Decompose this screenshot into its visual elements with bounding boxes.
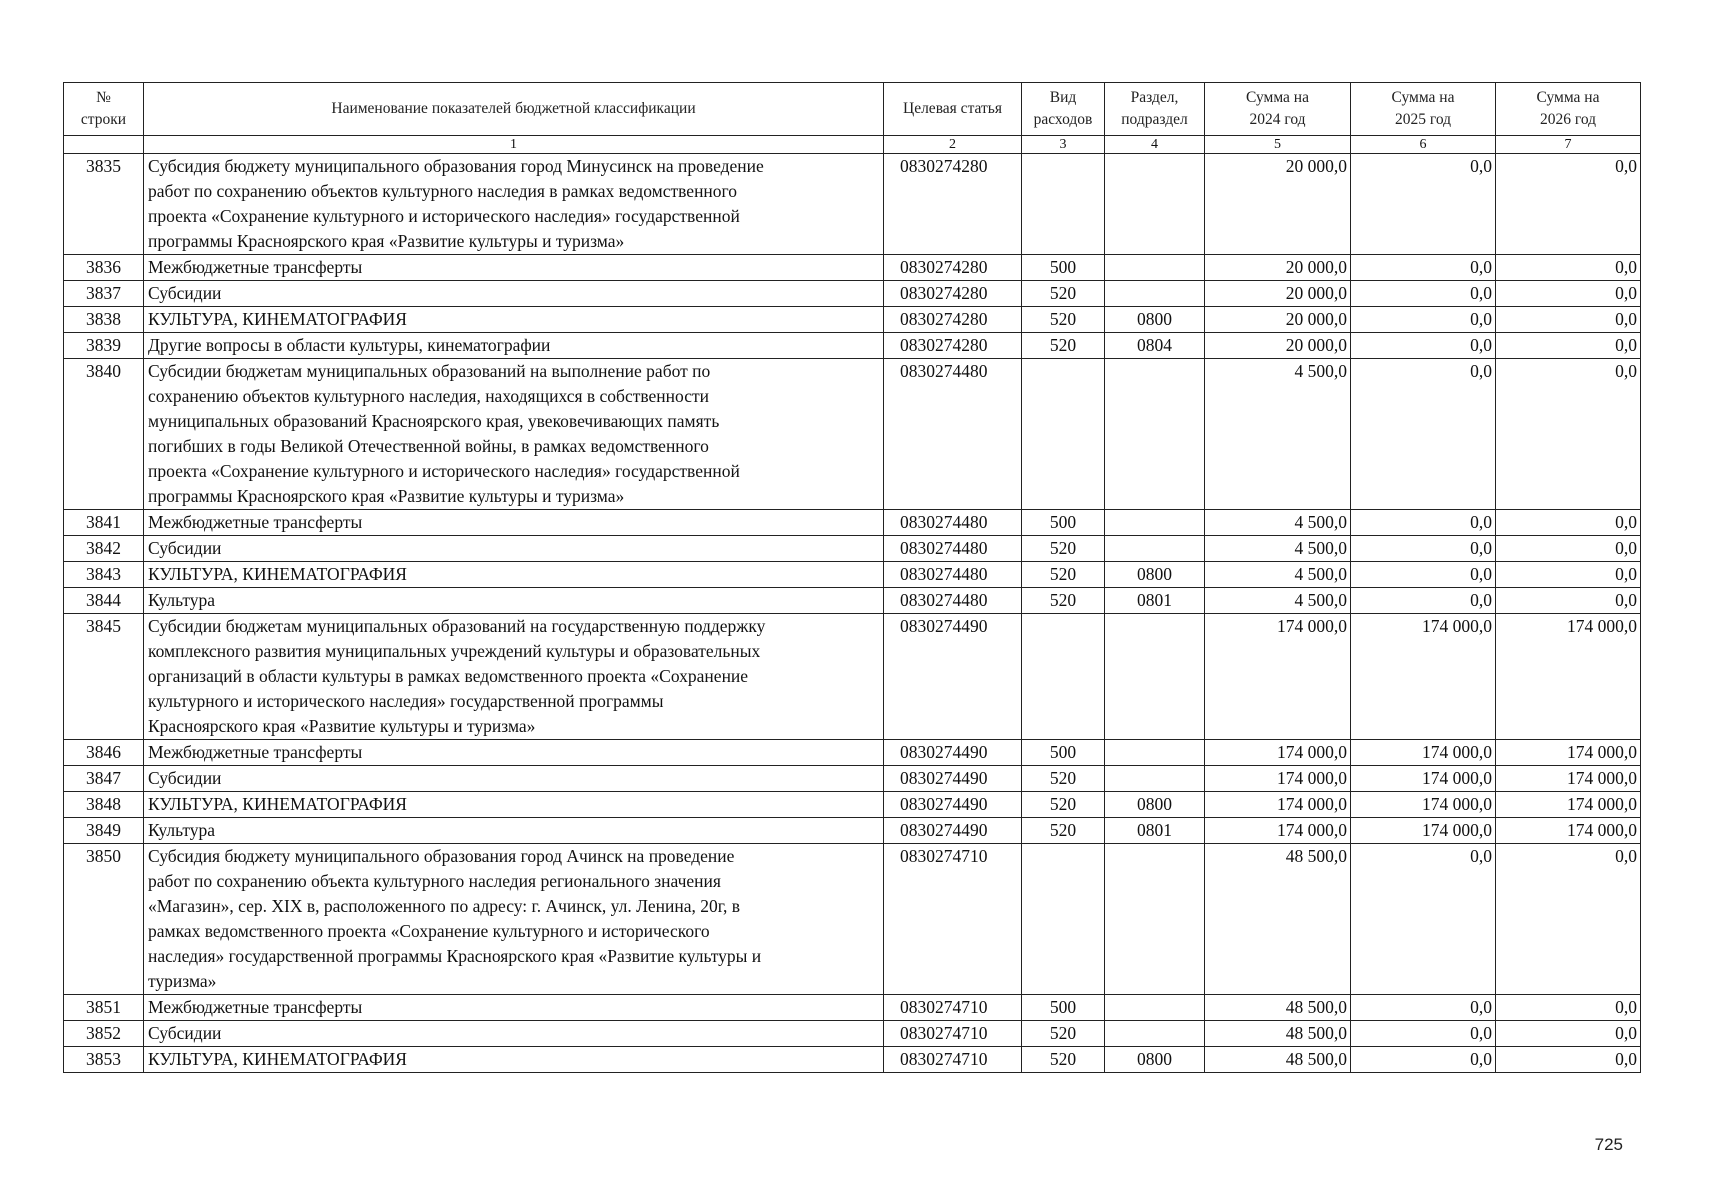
cell-row-no: 3848 [64,792,144,818]
cell-target: 0830274710 [884,844,1022,995]
cell-target: 0830274480 [884,588,1022,614]
cell-sum-2026: 0,0 [1496,1021,1641,1047]
cell-sum-2026: 0,0 [1496,1047,1641,1073]
cell-section: 0801 [1105,588,1205,614]
cell-section [1105,154,1205,255]
cell-row-no: 3849 [64,818,144,844]
cell-target: 0830274280 [884,281,1022,307]
table-row [64,995,1641,1021]
cell-expense-type: 500 [1022,255,1105,281]
cell-target: 0830274490 [884,614,1022,740]
cell-sum-2025: 0,0 [1351,844,1496,995]
table-row [64,1047,1641,1073]
cell-sum-2026: 0,0 [1496,844,1641,995]
cell-target: 0830274490 [884,740,1022,766]
cell-sum-2025: 0,0 [1351,255,1496,281]
cell-section: 0800 [1105,792,1205,818]
cell-expense-type: 520 [1022,1047,1105,1073]
cell-section [1105,740,1205,766]
cell-name: Субсидии бюджетам муниципальных образований на государственную поддержку комплексного развития муниципальных учреждений культуры и образовательных организаций в области культуры в рамках ведомственного проекта «Сохранение культурного и исторического наследия» государственной программы Красноярского края «Развитие культуры и туризма» [144,614,884,740]
header-expense-type: Вид расходов [1022,83,1105,136]
cell-section [1105,536,1205,562]
cell-expense-type [1022,614,1105,740]
cell-sum-2026: 174 000,0 [1496,766,1641,792]
cell-target: 0830274490 [884,792,1022,818]
cell-row-no: 3842 [64,536,144,562]
cell-sum-2026: 0,0 [1496,995,1641,1021]
cell-row-no: 3843 [64,562,144,588]
cell-sum-2024: 174 000,0 [1205,818,1351,844]
budget-table-container [63,82,1640,1073]
header-section: Раздел, подраздел [1105,83,1205,136]
cell-row-no: 3838 [64,307,144,333]
cell-name: Межбюджетные трансферты [144,510,884,536]
cell-section [1105,281,1205,307]
cell-target: 0830274280 [884,154,1022,255]
cell-sum-2025: 0,0 [1351,536,1496,562]
cell-name: Другие вопросы в области культуры, кинематографии [144,333,884,359]
table-row [64,792,1641,818]
cell-section: 0800 [1105,307,1205,333]
cell-expense-type: 520 [1022,818,1105,844]
cell-expense-type: 520 [1022,333,1105,359]
cell-target: 0830274490 [884,818,1022,844]
cell-name: Межбюджетные трансферты [144,740,884,766]
column-index: 6 [1351,136,1496,154]
cell-sum-2024: 174 000,0 [1205,740,1351,766]
cell-name: Субсидии [144,536,884,562]
cell-expense-type: 520 [1022,536,1105,562]
cell-target: 0830274480 [884,536,1022,562]
cell-name: Субсидии бюджетам муниципальных образований на выполнение работ по сохранению объектов культурного наследия, находящихся в собственности муниципальных образований Красноярского края, увековечивающих память погибших в годы Великой Отечественной войны, в рамках ведомственного проекта «Сохранение культурного и исторического наследия» государственной программы Красноярского края «Развитие культуры и туризма» [144,359,884,510]
table-row [64,154,1641,255]
cell-sum-2025: 0,0 [1351,281,1496,307]
column-index: 5 [1205,136,1351,154]
cell-row-no: 3851 [64,995,144,1021]
cell-name: Культура [144,818,884,844]
cell-expense-type [1022,154,1105,255]
header-sum-2024: Сумма на 2024 год [1205,83,1351,136]
cell-row-no: 3835 [64,154,144,255]
cell-sum-2026: 0,0 [1496,281,1641,307]
cell-section [1105,995,1205,1021]
cell-expense-type [1022,359,1105,510]
cell-section [1105,510,1205,536]
cell-sum-2026: 0,0 [1496,359,1641,510]
column-index: 4 [1105,136,1205,154]
cell-sum-2026: 174 000,0 [1496,818,1641,844]
cell-sum-2025: 0,0 [1351,1047,1496,1073]
cell-sum-2025: 0,0 [1351,1021,1496,1047]
cell-target: 0830274280 [884,255,1022,281]
table-row [64,281,1641,307]
table-row [64,614,1641,740]
cell-expense-type: 520 [1022,307,1105,333]
cell-sum-2026: 0,0 [1496,333,1641,359]
cell-sum-2024: 20 000,0 [1205,281,1351,307]
cell-sum-2026: 0,0 [1496,536,1641,562]
table-row [64,333,1641,359]
cell-target: 0830274280 [884,307,1022,333]
page-number: 725 [1594,1135,1623,1154]
cell-row-no: 3850 [64,844,144,995]
cell-sum-2025: 0,0 [1351,510,1496,536]
cell-expense-type: 520 [1022,281,1105,307]
cell-name: КУЛЬТУРА, КИНЕМАТОГРАФИЯ [144,307,884,333]
header-sum-2025: Сумма на 2025 год [1351,83,1496,136]
cell-sum-2025: 0,0 [1351,154,1496,255]
column-index: 3 [1022,136,1105,154]
table-row [64,740,1641,766]
cell-sum-2024: 20 000,0 [1205,307,1351,333]
cell-sum-2024: 4 500,0 [1205,588,1351,614]
cell-section [1105,359,1205,510]
cell-sum-2026: 0,0 [1496,562,1641,588]
cell-sum-2025: 174 000,0 [1351,766,1496,792]
cell-name: КУЛЬТУРА, КИНЕМАТОГРАФИЯ [144,562,884,588]
cell-expense-type: 520 [1022,792,1105,818]
cell-target: 0830274280 [884,333,1022,359]
table-row [64,588,1641,614]
cell-expense-type: 500 [1022,740,1105,766]
cell-section [1105,766,1205,792]
cell-expense-type: 500 [1022,510,1105,536]
table-row [64,359,1641,510]
cell-expense-type: 500 [1022,995,1105,1021]
header-target: Целевая статья [884,83,1022,136]
table-row [64,562,1641,588]
column-index [64,136,144,154]
header-sum-2026: Сумма на 2026 год [1496,83,1641,136]
cell-name: Субсидии [144,1021,884,1047]
cell-row-no: 3847 [64,766,144,792]
header-row-no: № строки [64,83,144,136]
cell-sum-2024: 48 500,0 [1205,844,1351,995]
cell-sum-2025: 0,0 [1351,588,1496,614]
cell-expense-type: 520 [1022,766,1105,792]
cell-sum-2026: 0,0 [1496,510,1641,536]
column-index: 2 [884,136,1022,154]
cell-row-no: 3837 [64,281,144,307]
table-row [64,1021,1641,1047]
cell-sum-2024: 4 500,0 [1205,562,1351,588]
table-row [64,536,1641,562]
cell-row-no: 3845 [64,614,144,740]
cell-section [1105,844,1205,995]
cell-sum-2024: 174 000,0 [1205,614,1351,740]
cell-sum-2024: 20 000,0 [1205,154,1351,255]
cell-sum-2025: 0,0 [1351,333,1496,359]
header-name: Наименование показателей бюджетной классификации [144,83,884,136]
cell-sum-2026: 0,0 [1496,588,1641,614]
cell-sum-2024: 174 000,0 [1205,766,1351,792]
cell-row-no: 3839 [64,333,144,359]
cell-name: Субсидии [144,281,884,307]
cell-sum-2025: 174 000,0 [1351,818,1496,844]
cell-sum-2025: 174 000,0 [1351,614,1496,740]
cell-sum-2025: 0,0 [1351,995,1496,1021]
cell-name: Культура [144,588,884,614]
cell-sum-2026: 0,0 [1496,255,1641,281]
cell-target: 0830274710 [884,1047,1022,1073]
cell-sum-2024: 48 500,0 [1205,995,1351,1021]
cell-sum-2024: 174 000,0 [1205,792,1351,818]
table-row [64,307,1641,333]
cell-sum-2026: 174 000,0 [1496,792,1641,818]
cell-section: 0804 [1105,333,1205,359]
table-row [64,255,1641,281]
header-row [64,83,1641,136]
cell-row-no: 3836 [64,255,144,281]
cell-row-no: 3844 [64,588,144,614]
cell-target: 0830274710 [884,1021,1022,1047]
table-row [64,510,1641,536]
cell-row-no: 3846 [64,740,144,766]
cell-sum-2026: 0,0 [1496,154,1641,255]
cell-expense-type: 520 [1022,588,1105,614]
cell-sum-2025: 0,0 [1351,562,1496,588]
cell-section: 0800 [1105,562,1205,588]
cell-sum-2024: 48 500,0 [1205,1047,1351,1073]
cell-target: 0830274480 [884,359,1022,510]
cell-sum-2024: 4 500,0 [1205,510,1351,536]
table-body [64,154,1641,1073]
cell-row-no: 3853 [64,1047,144,1073]
cell-row-no: 3841 [64,510,144,536]
cell-sum-2024: 20 000,0 [1205,255,1351,281]
column-index-row [64,136,1641,154]
cell-section [1105,614,1205,740]
cell-name: КУЛЬТУРА, КИНЕМАТОГРАФИЯ [144,1047,884,1073]
cell-sum-2026: 0,0 [1496,307,1641,333]
cell-sum-2024: 48 500,0 [1205,1021,1351,1047]
cell-section: 0800 [1105,1047,1205,1073]
cell-expense-type: 520 [1022,562,1105,588]
cell-target: 0830274480 [884,562,1022,588]
cell-sum-2026: 174 000,0 [1496,740,1641,766]
cell-sum-2025: 0,0 [1351,307,1496,333]
cell-section: 0801 [1105,818,1205,844]
cell-name: Субсидия бюджету муниципального образования город Минусинск на проведение работ по сохранению объектов культурного наследия в рамках ведомственного проекта «Сохранение культурного и исторического наследия» государственной программы Красноярского края «Развитие культуры и туризма» [144,154,884,255]
cell-target: 0830274480 [884,510,1022,536]
cell-expense-type: 520 [1022,1021,1105,1047]
column-index: 1 [144,136,884,154]
cell-sum-2025: 0,0 [1351,359,1496,510]
cell-name: Субсидии [144,766,884,792]
cell-target: 0830274490 [884,766,1022,792]
column-index: 7 [1496,136,1641,154]
cell-section [1105,1021,1205,1047]
cell-expense-type [1022,844,1105,995]
table-row [64,766,1641,792]
table-row [64,818,1641,844]
cell-row-no: 3840 [64,359,144,510]
cell-section [1105,255,1205,281]
cell-sum-2024: 4 500,0 [1205,359,1351,510]
cell-name: Субсидия бюджету муниципального образования город Ачинск на проведение работ по сохранению объекта культурного наследия регионального значения «Магазин», сер. XIX в, расположенного по адресу: г. Ачинск, ул. Ленина, 20г, в рамках ведомственного проекта «Сохранение культурного и исторического наследия» государственной программы Красноярского края «Развитие культуры и туризма» [144,844,884,995]
cell-target: 0830274710 [884,995,1022,1021]
cell-sum-2025: 174 000,0 [1351,740,1496,766]
table-row [64,844,1641,995]
cell-sum-2025: 174 000,0 [1351,792,1496,818]
cell-name: КУЛЬТУРА, КИНЕМАТОГРАФИЯ [144,792,884,818]
cell-row-no: 3852 [64,1021,144,1047]
cell-sum-2024: 20 000,0 [1205,333,1351,359]
cell-name: Межбюджетные трансферты [144,995,884,1021]
cell-name: Межбюджетные трансферты [144,255,884,281]
budget-classification-table [63,82,1641,1073]
cell-sum-2026: 174 000,0 [1496,614,1641,740]
cell-sum-2024: 4 500,0 [1205,536,1351,562]
